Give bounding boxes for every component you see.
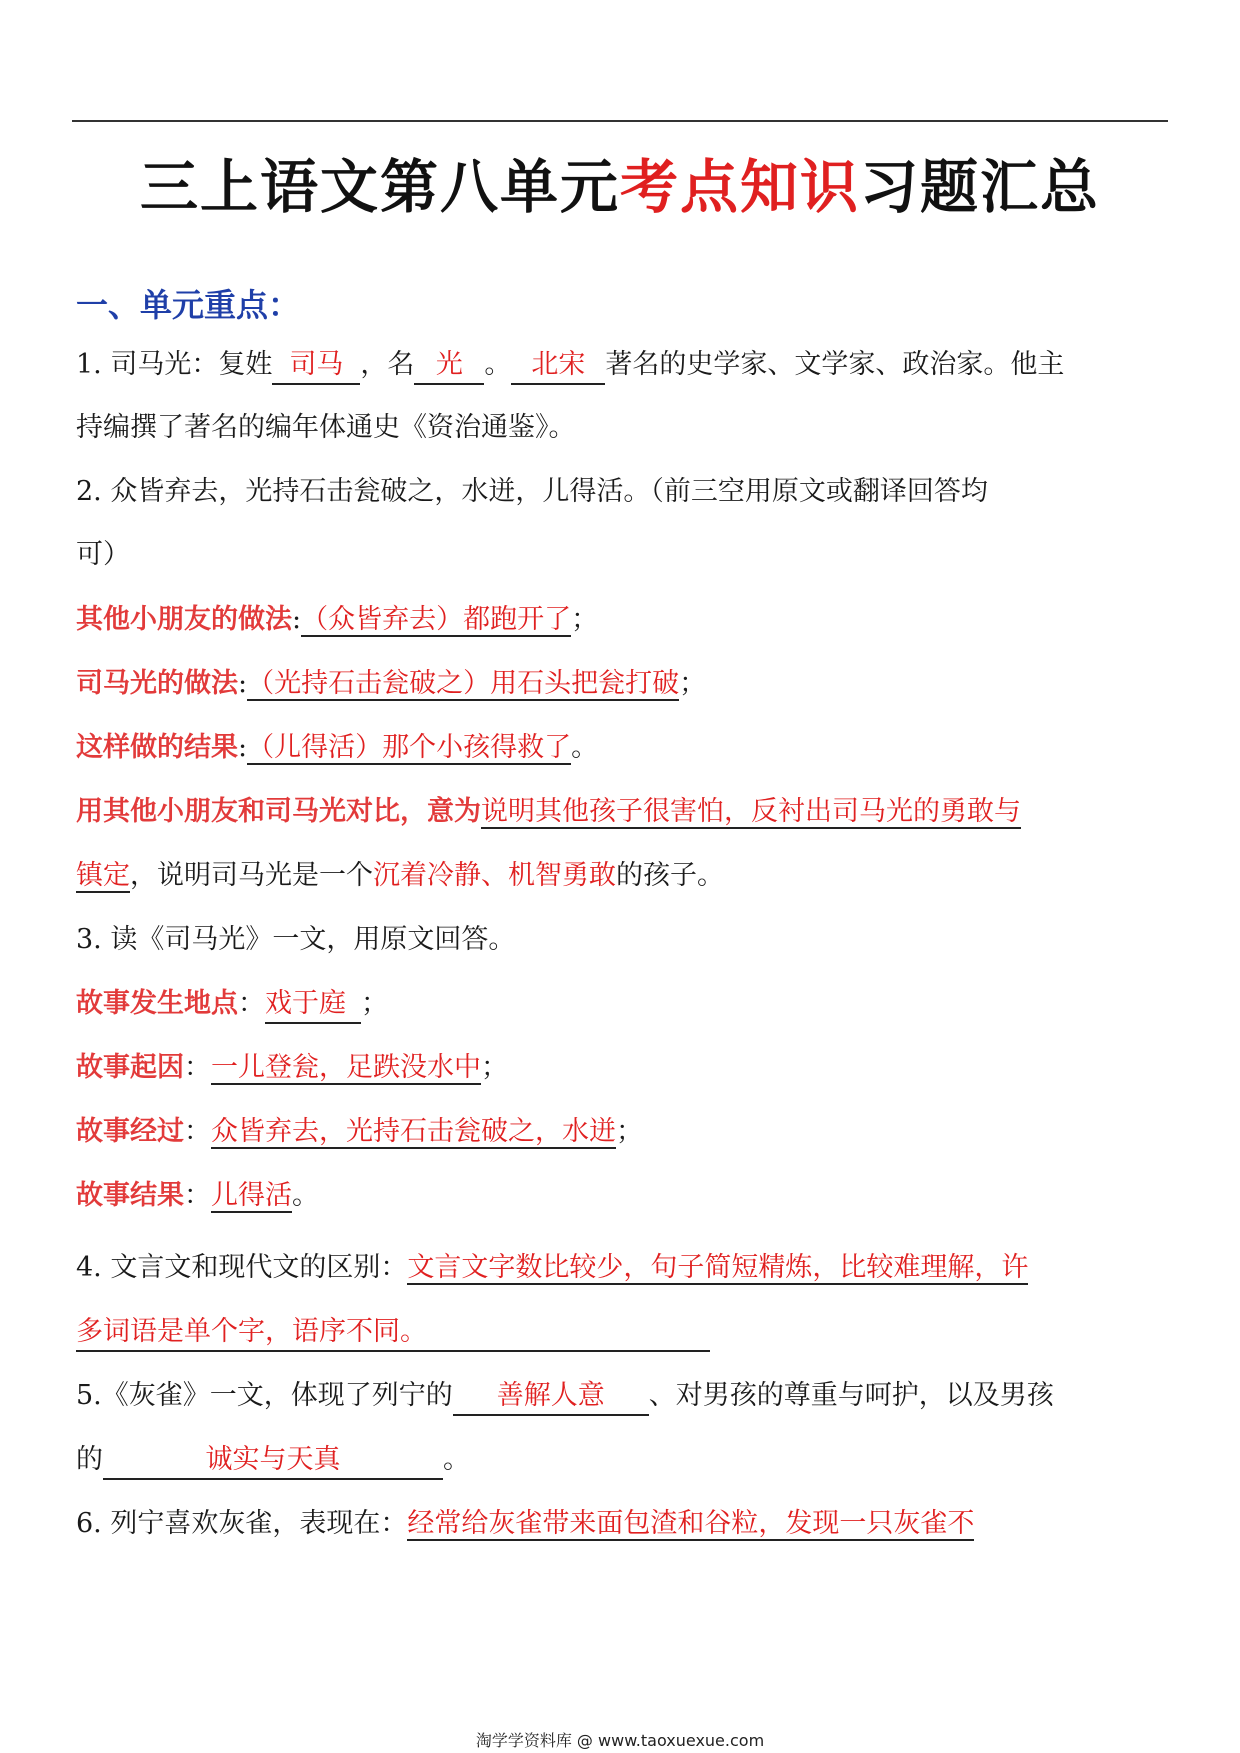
q1-blank-surname: 司马 — [272, 347, 360, 385]
q1-blank-dynasty: 北宋 — [511, 347, 605, 385]
q6-line1: 6. 列宁喜欢灰雀，表现在：经常给灰雀带来面包渣和谷粒，发现一只灰雀不 — [76, 1508, 975, 1539]
q1-line1: 1. 司马光：复姓 司马 ，名 光 。 北宋 著名的史学家、文学家、政治家。他主 — [76, 345, 1166, 385]
page-title — [0, 140, 1240, 224]
q3-item-cause: 故事起因：一儿登瓮，足跌没水中； — [76, 1052, 508, 1083]
q3-item-ending: 故事结果：儿得活。 — [76, 1180, 319, 1211]
q2-contrast-answer: 说明其他孩子很害怕，反衬出司马光的勇敢与 — [481, 796, 1021, 827]
q3-answer-ending: 儿得活 — [211, 1180, 292, 1211]
q3-answer-place: 戏于庭 — [265, 986, 361, 1024]
q3-item-process: 故事经过：众皆弃去，光持石击瓮破之，水迸； — [76, 1116, 643, 1147]
q3-answer-process: 众皆弃去，光持石击瓮破之，水迸 — [211, 1116, 616, 1147]
q2-contrast-line1: 用其他小朋友和司马光对比，意为说明其他孩子很害怕，反衬出司马光的勇敢与 — [76, 796, 1021, 827]
footer-watermark: 淘学学资料库 @ www.taoxuexue.com — [475, 1731, 765, 1750]
q3-line: 3. 读《司马光》一文，用原文回答。 — [76, 924, 516, 955]
q5-line1: 5.《灰雀》一文，体现了列宁的 善解人意 、对男孩的尊重与呵护，以及男孩 — [76, 1376, 1166, 1416]
top-rule — [72, 120, 1168, 122]
q3-item-place: 故事发生地点：戏于庭 ； — [76, 984, 1166, 1024]
q2-item-result: 这样做的结果:（儿得活）那个小孩得救了。 — [76, 732, 599, 763]
title-highlight: 考点知识 — [619, 153, 860, 221]
q4-line2: 多词语是单个字，语序不同。 — [76, 1312, 1166, 1352]
title-part3: 习题汇总 — [860, 153, 1101, 221]
q2-contrast-line2: 镇定，说明司马光是一个沉着冷静、机智勇敢的孩子。 — [76, 860, 724, 891]
q4-answer: 文言文字数比较少，句子简短精炼，比较难理解，许 — [407, 1252, 1029, 1283]
q2-item-others: 其他小朋友的做法:（众皆弃去）都跑开了； — [76, 604, 599, 635]
section-heading: 一、单元重点： — [76, 286, 301, 324]
q3-answer-cause: 一儿登瓮，足跌没水中 — [211, 1052, 481, 1083]
q5-line2: 的 诚实与天真 。 — [76, 1440, 1166, 1480]
q2-line1: 2. 众皆弃去，光持石击瓮破之，水迸，儿得活。（前三空用原文或翻译回答均 — [76, 476, 988, 507]
q2-character-answer: 沉着冷静、机智勇敢 — [373, 860, 616, 891]
q2-answer-result: （儿得活）那个小孩得救了 — [247, 732, 572, 763]
q6-answer: 经常给灰雀带来面包渣和谷粒，发现一只灰雀不 — [407, 1508, 975, 1539]
q5-blank-boy: 诚实与天真 — [103, 1442, 443, 1480]
q2-answer-simaguang: （光持石击瓮破之）用石头把瓮打破 — [247, 668, 680, 699]
q1-blank-name: 光 — [414, 347, 484, 385]
q1-line2: 持编撰了著名的编年体通史《资治通鉴》。 — [76, 412, 576, 443]
q5-blank-lenin: 善解人意 — [453, 1378, 649, 1416]
q2-answer-others: （众皆弃去）都跑开了 — [301, 604, 572, 635]
q2-item-simaguang: 司马光的做法:（光持石击瓮破之）用石头把瓮打破； — [76, 668, 707, 699]
title-part1: 三上语文第八单元 — [139, 153, 620, 221]
q4-line1: 4. 文言文和现代文的区别：文言文字数比较少，句子简短精炼，比较难理解，许 — [76, 1252, 1029, 1283]
q2-line2: 可） — [76, 539, 130, 570]
